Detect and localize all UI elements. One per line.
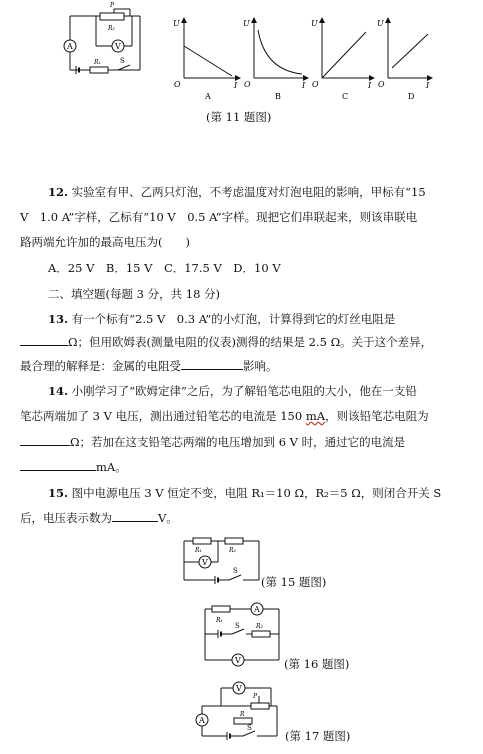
graph-b-i-label: I [302,81,306,90]
graph-c-origin: O [312,80,319,89]
q13-line3 [20,358,278,374]
fig16-voltmeter-symbol: V [235,656,241,665]
q14-number: 14. [48,384,69,398]
q12-options: A．25 V B．15 V C．17.5 V D．10 V [48,261,281,275]
q13-text-3b: 影响。 [243,359,278,373]
graph-b [243,18,308,101]
q13-blank-1[interactable] [20,334,68,346]
graph-d-u-label: U [377,19,384,28]
q12-number: 12. [48,185,69,199]
fig16-caption: (第 16 题图) [284,657,350,671]
fig15-r1-label: R₁ [195,547,202,554]
graph-c-i-label: I [368,81,372,90]
graph-a-label: A [205,92,211,101]
q14-line3 [20,434,405,450]
q13-text-2: Ω；但用欧姆表(测量电阻的仪表)测得的结果是 2.5 Ω。关于这个差异， [68,335,433,349]
q13-text-3a: 最合理的解释是：金属的电阻受 [20,359,181,373]
q14-line2 [20,408,429,424]
q14-line4 [20,459,127,475]
fig17-p-label: P [253,693,258,700]
graph-b-label: B [275,92,281,101]
graph-a [173,18,240,101]
fig16-r2-label: R₂ [256,623,263,630]
q15-text-2b: V。 [158,511,178,525]
fig15-voltmeter-symbol: V [202,558,208,567]
fig11-p-label: P [110,2,115,9]
q14-text-2b: ，则该铅笔芯电阻为 [325,409,429,423]
graph-b-origin: O [244,80,251,89]
fig11-switch-label: S [120,57,125,65]
q12-line3: 路两端允许加的最高电压为( ) [20,235,190,249]
q15-line1 [48,485,441,501]
fig11-r1-label: R₁ [94,59,101,66]
graph-c-u-label: U [311,19,318,28]
fig11-ammeter-symbol: A [67,42,73,51]
q14-ma-unit: mA [305,409,326,423]
q12-text-1: 实验室有甲、乙两只灯泡，不考虑温度对灯泡电阻的影响，甲标有“15 [71,185,426,199]
q15-line2 [20,510,178,526]
fig15-r2-label: R₂ [229,547,236,554]
fig16-r1-label: R₁ [216,617,223,624]
fig17-circuit-diagram [199,680,279,742]
q12-line2: V 1.0 A”字样，乙标有“10 V 0.5 A”字样。现把它们串联起来，则该串联电 [20,210,418,224]
graph-c [311,18,374,101]
q15-text-1: 图中电源电压 3 V 恒定不变，电阻 R₁＝10 Ω，R₂＝5 Ω，则闭合开关 S [71,486,442,500]
graph-a-i-label: I [234,81,238,90]
fig17-ammeter-symbol: A [199,716,205,725]
fig17-caption: (第 17 题图) [285,729,351,743]
fig15-caption: (第 15 题图) [261,575,327,589]
fig16-circuit-diagram [202,604,282,666]
q15-blank[interactable] [112,510,158,522]
q14-text-4: mA。 [96,460,127,474]
fig17-switch-label: S [247,724,252,732]
q13-line1 [48,311,395,327]
graph-c-label: C [342,92,349,101]
fig11-voltmeter-symbol: V [115,42,121,51]
q13-number: 13. [48,312,69,326]
q13-blank-2[interactable] [181,358,243,370]
fig11-caption: (第 11 题图) [206,110,272,124]
q14-text-2a: 笔芯两端加了 3 V 电压，测出通过铅笔芯的电流是 150 [20,409,306,423]
fig15-switch-label: S [233,567,238,575]
graph-d [377,18,432,101]
graph-b-u-label: U [243,19,250,28]
q12-line1 [48,184,426,200]
fig15-circuit-diagram [181,536,261,586]
q13-line2 [20,334,432,350]
fig11-r2-label: R₂ [108,25,115,32]
q15-text-2a: 后，电压表示数为 [20,511,112,525]
q14-blank-1[interactable] [20,434,70,446]
fig11-graphs [170,10,430,100]
graph-d-i-label: I [426,81,430,90]
graph-d-label: D [408,92,415,101]
fig17-r-label: R [240,711,245,718]
graph-d-origin: O [378,80,385,89]
fig11-circuit-diagram [60,2,150,78]
q14-text-3: Ω；若加在这支铅笔芯两端的电压增加到 6 V 时，通过它的电流是 [70,435,406,449]
q15-number: 15. [48,486,69,500]
fig16-ammeter-symbol: A [254,605,260,614]
q14-line1 [48,383,417,399]
q13-text-1: 有一个标有“2.5 V 0.3 A”的小灯泡，计算得到它的灯丝电阻是 [71,312,396,326]
fig16-switch-label: S [235,622,240,630]
graph-a-u-label: U [173,19,180,28]
section2-heading: 二、填空题(每题 3 分，共 18 分) [48,287,221,301]
graph-a-origin: O [174,80,181,89]
fig17-voltmeter-symbol: V [236,684,242,693]
q14-blank-2[interactable] [20,459,96,471]
q14-text-1: 小刚学习了“欧姆定律”之后，为了解铅笔芯电阻的大小，他在一支铅 [71,384,417,398]
